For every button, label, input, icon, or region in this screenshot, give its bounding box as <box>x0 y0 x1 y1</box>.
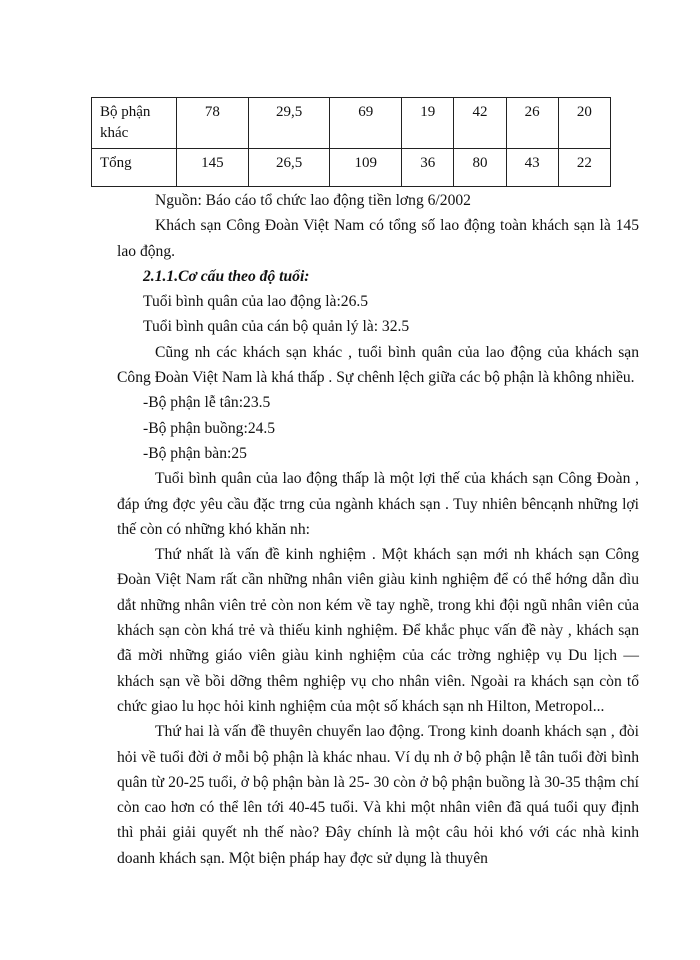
stat-line: Tuổi bình quân của lao động là:26.5 <box>143 293 369 311</box>
labor-age-table <box>91 97 611 187</box>
table-cell: 78 <box>177 98 249 149</box>
paragraph: Thứ hai là vấn đề thuyên chuyển lao động. Trong kinh doanh khách sạn , đòi hỏi về tuổi đời ở mỗi bộ phận là khác nhau. Ví dụ nh ở bộ phận lễ tân tuổi đời bình quân từ 20-25 tuổi, ở bộ phận bàn là 25- 30 còn ở bộ phận buồng là 30-35 thậm chí còn cao hơn có thể lên tới 40-45 tuổi. Và khi một nhân viên đã quá tuổi quy định thì phải giải quyết nh thế nào? Đây chính là một câu hỏi khó với các nhà kinh doanh khách sạn. Một biện pháp hay đợc sử dụng là thuyên <box>117 723 639 867</box>
table-cell: 109 <box>330 149 402 187</box>
table-cell: Bộ phận khác <box>92 98 177 149</box>
document-body <box>117 188 639 871</box>
list-item: -Bộ phận bàn:25 <box>143 444 247 462</box>
table-row <box>92 98 611 149</box>
stat-line: Tuổi bình quân của cán bộ quản lý là: 32.5 <box>143 318 410 336</box>
paragraph: Thứ nhất là vấn đề kinh nghiệm . Một khách sạn mới nh khách sạn Công Đoàn Việt Nam rất cần những nhân viên giàu kinh nghiệm để có thể hớng dẫn dìu dắt những nhân viên trẻ còn non kém về tay nghề, trong khi đội ngũ nhân viên của khách sạn còn khá trẻ và thiếu kinh nghiệm. Để khắc phục vấn đề này , khách sạn đã mời những giáo viên giàu kinh nghiệm của các trờng nghiệp vụ Du lịch — khách sạn về bồi dỡng thêm nghiệp vụ cho nhân viên. Ngoài ra khách sạn còn tổ chức giao lu học hỏi kinh nghiệm của một số khách sạn nh Hilton, Metropol... <box>117 546 639 715</box>
table-cell: 43 <box>506 149 558 187</box>
table-row <box>92 149 611 187</box>
table-cell: 69 <box>330 98 402 149</box>
paragraph: Khách sạn Công Đoàn Việt Nam có tổng số lao động toàn khách sạn là 145 lao động. <box>117 217 639 260</box>
source-note: Nguồn: Báo cáo tổ chức lao động tiền lơng 6/2002 <box>155 192 471 209</box>
list-item: -Bộ phận buồng:24.5 <box>143 419 276 437</box>
table-cell: 80 <box>454 149 506 187</box>
paragraph: Tuổi bình quân của lao động thấp là một lợi thế của khách sạn Công Đoàn , đáp ứng đợc yêu cầu đặc trng của ngành khách sạn . Tuy nhiên bêncạnh những lợi thế còn có những khó khăn nh: <box>117 470 639 538</box>
table-cell: 26 <box>506 98 558 149</box>
table-cell: 42 <box>454 98 506 149</box>
table-cell: 26,5 <box>248 149 330 187</box>
table-cell: 36 <box>402 149 454 187</box>
table-cell: 19 <box>402 98 454 149</box>
table-cell: 20 <box>558 98 610 149</box>
table-cell: 29,5 <box>248 98 330 149</box>
list-item: -Bộ phận lễ tân:23.5 <box>143 394 271 412</box>
table-cell: 22 <box>558 149 610 187</box>
table-cell: 145 <box>177 149 249 187</box>
paragraph: Cũng nh các khách sạn khác , tuổi bình quân của lao động của khách sạn Công Đoàn Việt Nam là khá thấp . Sự chênh lệch giữa các bộ phận là không nhiều. <box>117 343 639 387</box>
section-heading: 2.1.1.Cơ cấu theo độ tuổi: <box>143 267 310 285</box>
table-cell: Tổng <box>92 149 177 187</box>
